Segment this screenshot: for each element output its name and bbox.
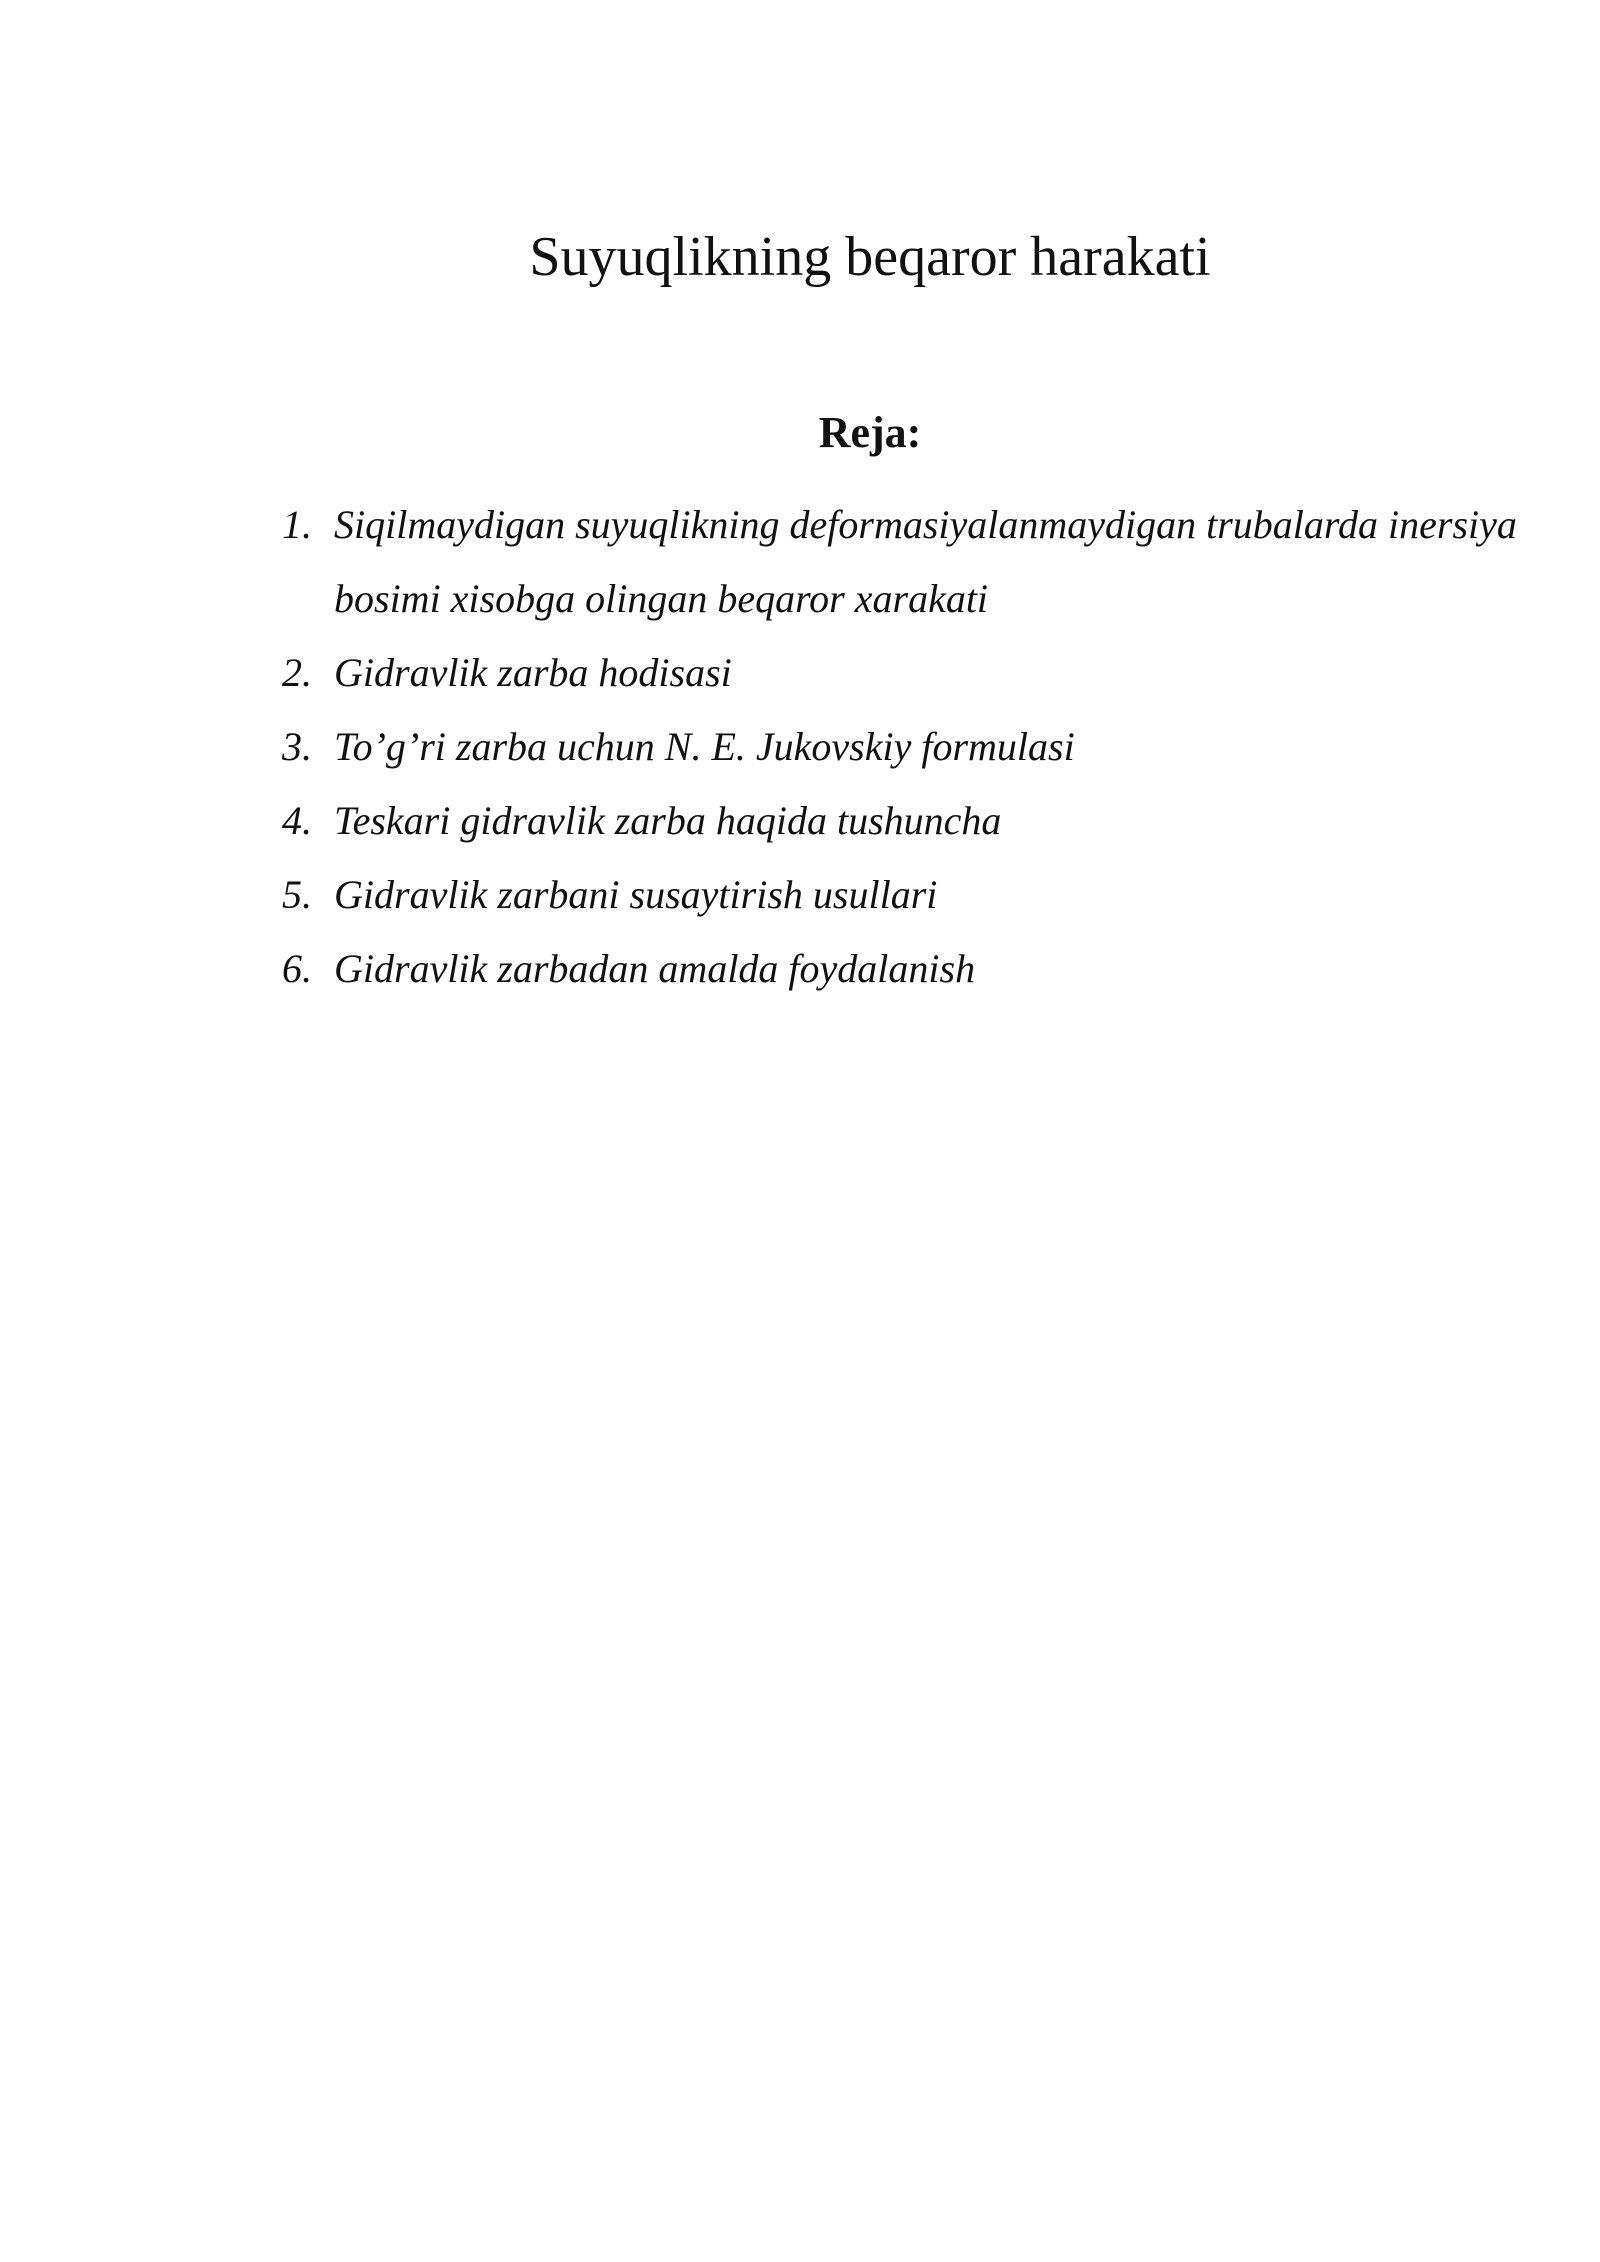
plan-item-3 (282, 710, 1522, 784)
plan-item-number: 3. (282, 724, 312, 769)
document-title: Suyuqlikning beqaror harakati (529, 226, 1211, 288)
plan-list (282, 488, 1522, 1006)
plan-item-5 (282, 858, 1522, 932)
plan-item-text: Teskari gidravlik zarba haqida tushuncha (334, 798, 1002, 843)
plan-item-text: Siqilmaydigan suyuqlikning deformasiyalanmaydigan trubalarda inersiya bosimi xisobga olingan beqaror xarakati (334, 502, 1517, 621)
plan-item-text: Gidravlik zarbadan amalda foydalanish (334, 946, 976, 991)
plan-item-1 (282, 488, 1522, 636)
plan-item-6 (282, 932, 1522, 1006)
plan-item-number: 4. (282, 798, 312, 843)
plan-heading: Reja: (818, 408, 922, 457)
plan-item-number: 2. (282, 650, 312, 695)
plan-item-text: Gidravlik zarba hodisasi (334, 650, 732, 695)
plan-item-2 (282, 636, 1522, 710)
plan-item-text: Gidravlik zarbani susaytirish usullari (334, 872, 938, 917)
plan-item-number: 6. (282, 946, 312, 991)
plan-item-text: To’g’ri zarba uchun N. E. Jukovskiy formulasi (334, 724, 1075, 769)
plan-item-4 (282, 784, 1522, 858)
plan-item-number: 5. (282, 872, 312, 917)
plan-item-number: 1. (282, 502, 312, 547)
